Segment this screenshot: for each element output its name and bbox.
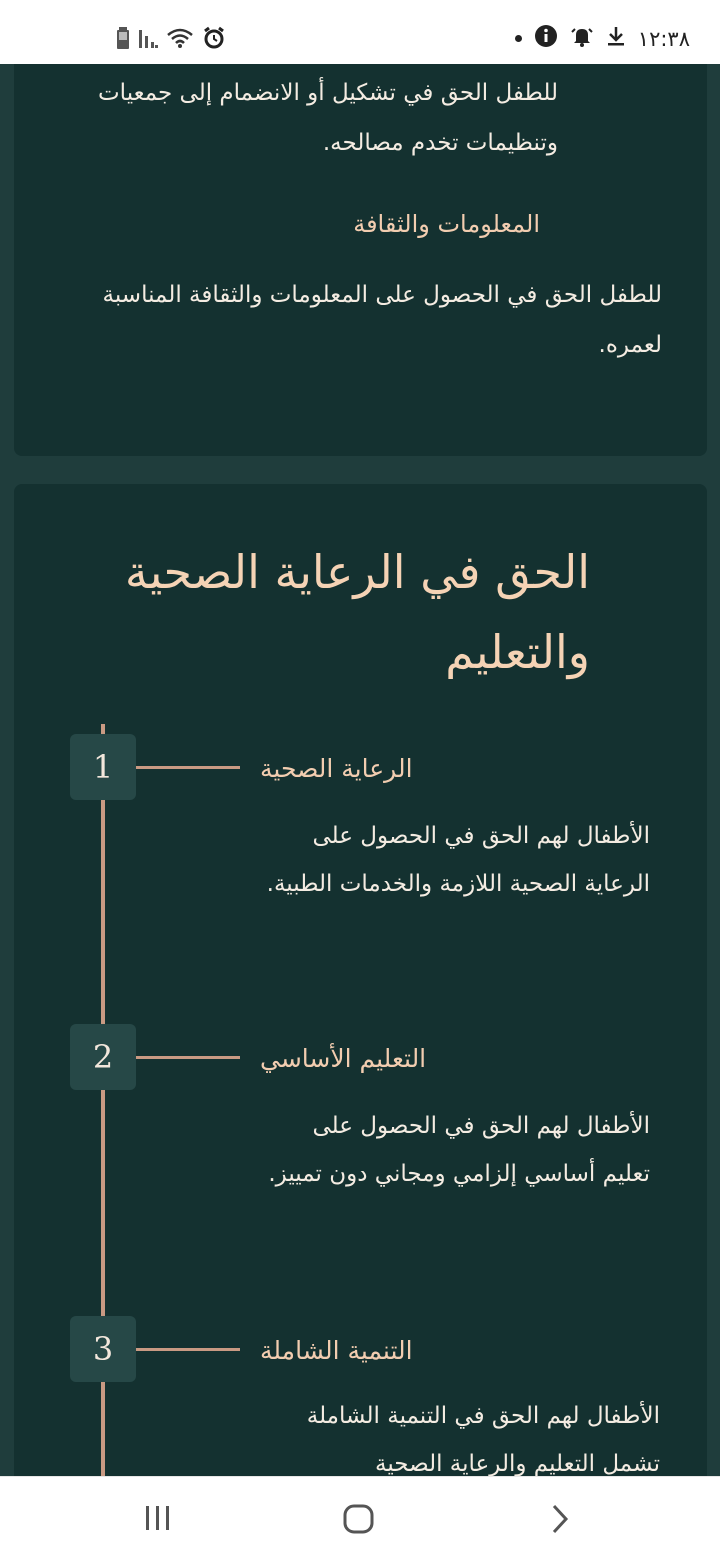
content-area[interactable] <box>0 64 720 1476</box>
download-icon <box>606 25 626 52</box>
timeline-desc-2: الأطفال لهم الحق في الحصول على تعليم أساسي إلزامي ومجاني دون تمييز. <box>268 1113 650 1187</box>
timeline-number-1: 1 <box>70 734 136 800</box>
timeline-title-3: التنمية الشاملة <box>260 1336 413 1365</box>
timeline-title-2: التعليم الأساسي <box>260 1044 427 1073</box>
timeline-connector-1 <box>136 766 240 769</box>
status-right-icons <box>515 24 690 53</box>
timeline-title-1: الرعاية الصحية <box>260 754 413 783</box>
home-icon[interactable] <box>342 1503 376 1539</box>
card1-paragraph-2: للطفل الحق في الحصول على المعلومات والثقافة المناسبة لعمره. <box>102 282 662 358</box>
recent-apps-icon[interactable] <box>144 1503 172 1537</box>
back-icon[interactable] <box>548 1503 570 1539</box>
clock: ١٢:٣٨ <box>637 26 690 51</box>
timeline-number-2: 2 <box>70 1024 136 1090</box>
status-left-icons <box>116 26 226 54</box>
dot-icon <box>515 35 522 42</box>
navigation-bar <box>0 1476 720 1560</box>
timeline-desc-3: الأطفال لهم الحق في التنمية الشاملة تشمل التعليم والرعاية الصحية <box>306 1403 660 1476</box>
timeline-number-3: 3 <box>70 1316 136 1382</box>
status-bar <box>0 0 720 64</box>
alarm-icon <box>202 26 226 54</box>
section-title: الحق في الرعاية الصحية والتعليم <box>124 545 590 679</box>
health-education-card <box>14 484 707 1476</box>
signal-icon <box>138 28 158 52</box>
battery-icon <box>116 27 130 53</box>
info-icon <box>534 24 558 53</box>
timeline-desc-1: الأطفال لهم الحق في الحصول على الرعاية الصحية اللازمة والخدمات الطبية. <box>266 823 650 897</box>
timeline-connector-3 <box>136 1348 240 1351</box>
card1-paragraph-1: للطفل الحق في تشكيل أو الانضمام إلى جمعيات وتنظيمات تخدم مصالحه. <box>98 80 558 156</box>
card1-heading: المعلومات والثقافة <box>353 210 540 238</box>
timeline-connector-2 <box>136 1056 240 1059</box>
rights-card-top <box>14 64 707 456</box>
wifi-icon <box>166 27 194 53</box>
alert-bell-icon <box>570 24 594 53</box>
